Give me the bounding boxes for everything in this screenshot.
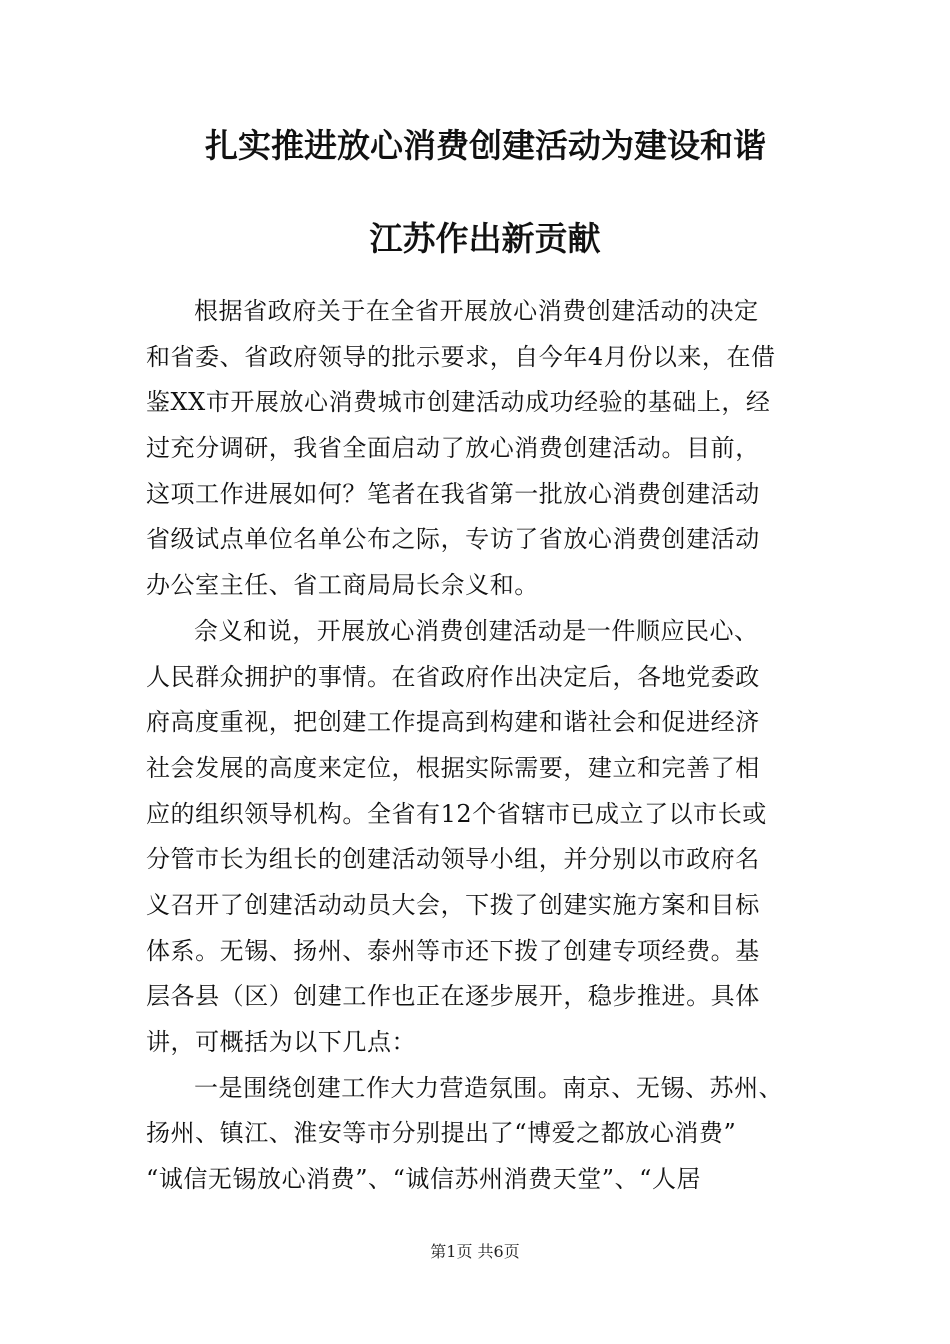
paragraph-3 bbox=[146, 1066, 834, 1203]
text-line: 人民群众拥护的事情。在省政府作出决定后，各地党委政 bbox=[146, 662, 760, 691]
text-line: 根据省政府关于在全省开展放心消费创建活动的决定 bbox=[194, 297, 759, 325]
text-line: 办公室主任、省工商局局长佘义和。 bbox=[146, 571, 539, 600]
text-line: 这项工作进展如何？笔者在我省第一批放心消费创建活动 bbox=[146, 479, 760, 508]
text-line: 和省委、省政府领导的批示要求，自今年4月份以来，在借 bbox=[146, 342, 776, 371]
text-line: 一是围绕创建工作大力营造氛围。南京、无锡、苏州、 bbox=[194, 1073, 784, 1102]
title-line-1: 扎实推进放心消费创建活动为建设和谐 bbox=[205, 126, 766, 165]
text-line: 鉴XX市开展放心消费城市创建活动成功经验的基础上，经 bbox=[146, 388, 771, 417]
text-line: 讲，可概括为以下几点： bbox=[146, 1028, 417, 1056]
document-body bbox=[146, 289, 834, 1203]
paragraph-2 bbox=[146, 609, 834, 1066]
paragraph-1 bbox=[146, 289, 834, 609]
text-line: 义召开了创建活动动员大会，下拨了创建实施方案和目标 bbox=[146, 890, 760, 919]
text-line: 应的组织领导机构。全省有12个省辖市已成立了以市长或 bbox=[146, 799, 767, 828]
text-line: 层各县（区）创建工作也正在逐步展开，稳步推进。具体 bbox=[146, 982, 760, 1011]
page-number-footer: 第1页 共6页 bbox=[430, 1242, 520, 1261]
text-line: 社会发展的高度来定位，根据实际需要，建立和完善了相 bbox=[146, 753, 760, 782]
text-line: 体系。无锡、扬州、泰州等市还下拨了创建专项经费。基 bbox=[146, 936, 760, 965]
document-title bbox=[145, 125, 825, 260]
text-line: “诚信无锡放心消费”、“诚信苏州消费天堂”、“人居 bbox=[146, 1165, 702, 1194]
text-line: 分管市长为组长的创建活动领导小组，并分别以市政府名 bbox=[146, 845, 760, 874]
text-line: 府高度重视，把创建工作提高到构建和谐社会和促进经济 bbox=[146, 708, 760, 737]
text-line: 扬州、镇江、淮安等市分别提出了“博爱之都放心消费” bbox=[146, 1119, 737, 1148]
title-line-2: 江苏作出新贡献 bbox=[369, 219, 601, 258]
text-line: 佘义和说，开展放心消费创建活动是一件顺应民心、 bbox=[194, 616, 759, 645]
text-line: 省级试点单位名单公布之际，专访了省放心消费创建活动 bbox=[146, 525, 760, 554]
text-line: 过充分调研，我省全面启动了放心消费创建活动。目前， bbox=[146, 434, 760, 463]
